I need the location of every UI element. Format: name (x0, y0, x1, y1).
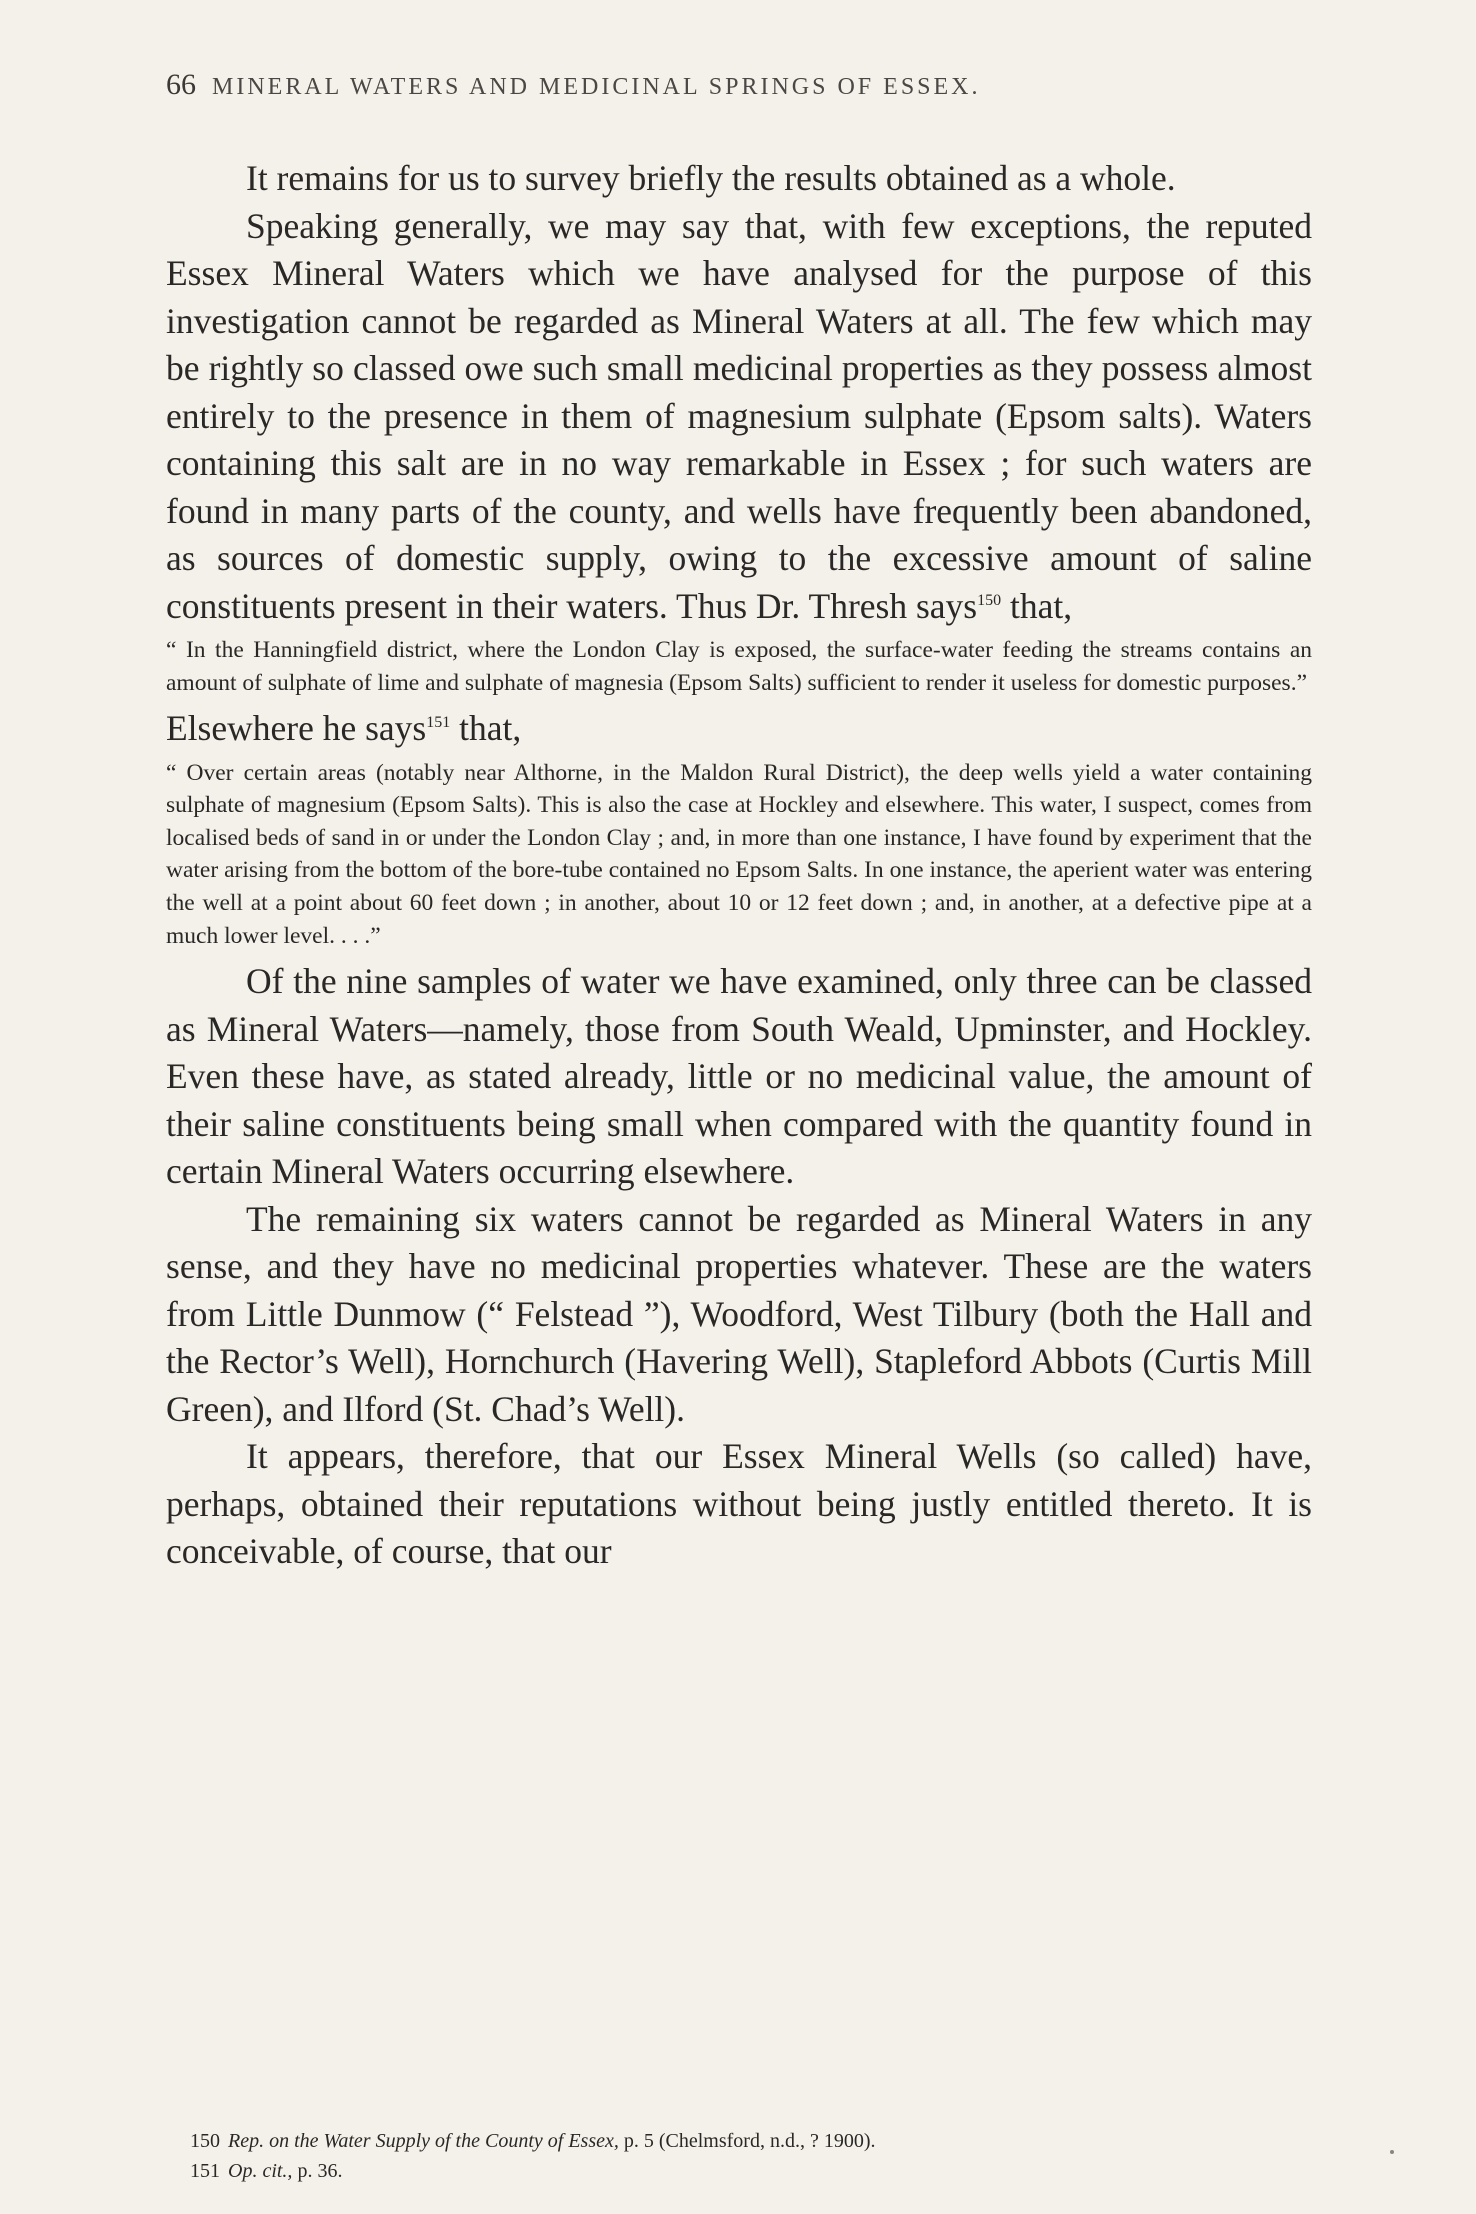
footnote-number: 151 (190, 2160, 220, 2182)
paragraph-text: Speaking generally, we may say that, with few exceptions, the reputed Essex Mineral Waters which we have analysed for the purpose of this investigation cannot be regarded as Mineral Waters at all. The few which may be rightly so classed owe such small medicinal properties as they possess almost entirely to the presence in them of magnesium sulphate (Epsom salts). Waters containing this salt are in no way remarkable in Essex ; for such waters are found in many parts of the county, and wells have frequently been abandoned, as sources of domestic supply, owing to the excessive amount of saline constituents present in their waters. Thus Dr. Thresh says (166, 205, 1312, 626)
footnote-150 (190, 2126, 1310, 2156)
paragraph-speaking-generally (166, 203, 1312, 631)
footnote-ref-151: 151 (426, 714, 451, 732)
footnote-reference: Op. cit., (228, 2160, 293, 2182)
footnote-detail: p. 5 (Chelmsford, n.d., ? 1900). (618, 2130, 876, 2152)
block-quote-hanningfield: “ In the Hanningfield district, where the London Clay is exposed, the surface-water feeding the streams contains an amount of sulphate of lime and sulphate of magnesia (Epsom Salts) sufficient to render it useless for domestic purposes.” (166, 637, 1312, 696)
paragraph-tail: that, (1001, 585, 1073, 626)
paragraph-survey: It remains for us to survey briefly the results obtained as a whole. (246, 158, 1176, 198)
paragraph-tail: that, (450, 708, 522, 749)
paragraph-elsewhere (166, 705, 1312, 753)
running-title: MINERAL WATERS AND MEDICINAL SPRINGS OF ESSEX. (212, 74, 981, 100)
footnote-reference: Rep. on the Water Supply of the County of Essex, (228, 2130, 619, 2152)
footnotes (190, 2126, 1310, 2186)
paragraph-it-appears: It appears, therefore, that our Essex Mineral Wells (so called) have, perhaps, obtained their reputations without being justly entitled thereto. It is conceivable, of course, that our (166, 1436, 1312, 1572)
footnote-number: 150 (190, 2130, 220, 2152)
footnote-151 (190, 2156, 1310, 2186)
footnote-detail: p. 36. (292, 2160, 343, 2182)
paragraph-nine-samples: Of the nine samples of water we have examined, only three can be classed as Mineral Waters—namely, those from South Weald, Upminster, and Hockley. Even these have, as stated already, little or no medicinal value, the amount of their saline constituents being small when compared with the quantity found in certain Mineral Waters occurring elsewhere. (166, 961, 1312, 1192)
footnote-ref-150: 150 (977, 591, 1002, 609)
paragraph-remaining-six: The remaining six waters cannot be regarded as Mineral Waters in any sense, and they have no medicinal properties whatever. These are the waters from Little Dunmow (“ Felstead ”), Woodford, West Tilbury (both the Hall and the Rector’s Well), Hornchurch (Havering Well), Stapleford Abbots (Curtis Mill Green), and Ilford (St. Chad’s Well). (166, 1198, 1312, 1429)
block-quote-althorne: “ Over certain areas (notably near Althorne, in the Maldon Rural District), the deep wells yield a water containing sulphate of magnesium (Epsom Salts). This is also the case at Hockley and elsewhere. This water, I suspect, comes from localised beds of sand in or under the London Clay ; and, in more than one instance, I have found by experiment that the water arising from the bottom of the bore-tube contained no Epsom Salts. In one instance, the aperient water was entering the well at a point about 60 feet down ; in another, about 10 or 12 feet down ; and, in another, at a defective pipe at a much lower level. . . .” (166, 759, 1312, 949)
paragraph-text: Elsewhere he says (166, 708, 427, 749)
page-number: 66 (166, 68, 196, 101)
main-text (166, 155, 1312, 1576)
paper-speck (1390, 2150, 1394, 2154)
running-header (166, 68, 1316, 102)
